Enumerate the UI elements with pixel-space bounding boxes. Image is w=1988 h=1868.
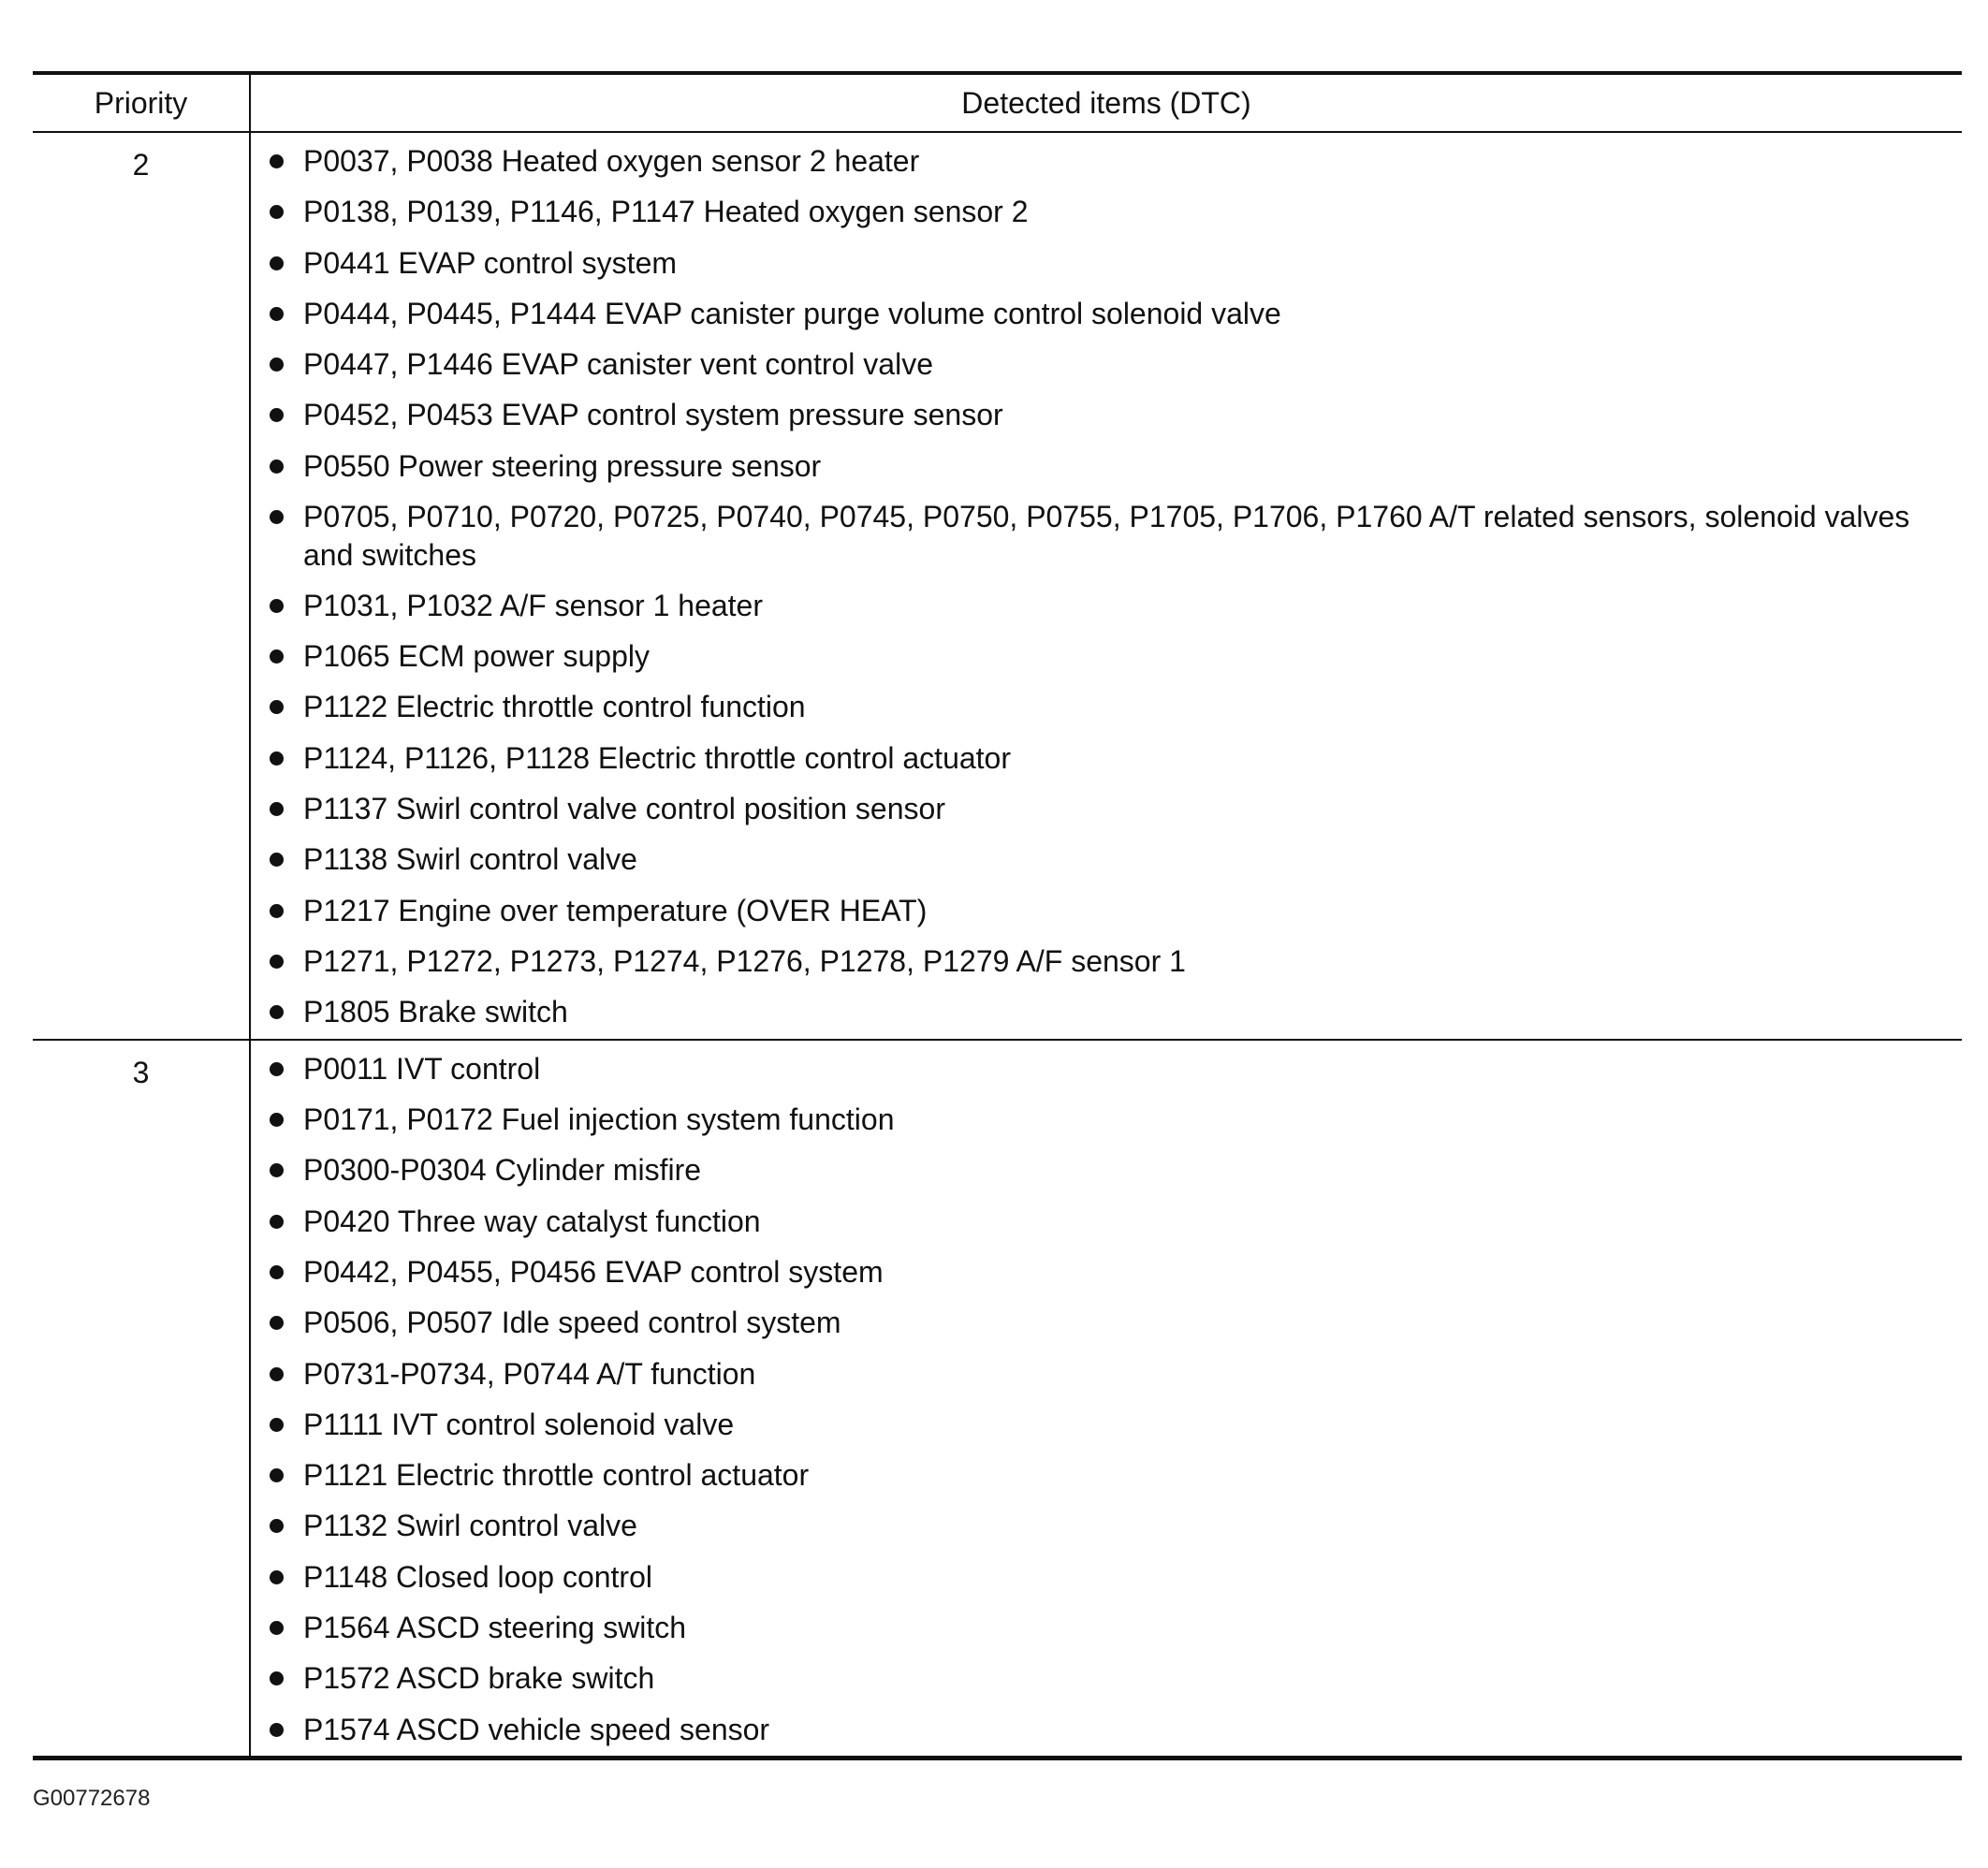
dtc-list-item bbox=[251, 1507, 1962, 1545]
dtc-list-item bbox=[251, 1456, 1962, 1495]
detected-items-column-header: Detected items (DTC) bbox=[250, 73, 1962, 132]
dtc-text: P1132 Swirl control valve bbox=[303, 1509, 637, 1543]
dtc-text: P0138, P0139, P1146, P1147 Heated oxygen sensor 2 bbox=[303, 195, 1029, 229]
bullet-icon bbox=[270, 1468, 284, 1482]
dtc-text: P0011 IVT control bbox=[303, 1051, 541, 1086]
bullet-icon bbox=[270, 955, 284, 969]
bullet-icon bbox=[270, 649, 284, 664]
dtc-list-item bbox=[251, 447, 1962, 486]
dtc-list-item bbox=[251, 739, 1962, 778]
dtc-text: P1271, P1272, P1273, P1274, P1276, P1278, P1279 A/F sensor 1 bbox=[303, 943, 1186, 978]
dtc-text: P1031, P1032 A/F sensor 1 heater bbox=[303, 588, 763, 622]
dtc-list bbox=[251, 1050, 1962, 1748]
dtc-text: P0441 EVAP control system bbox=[303, 245, 678, 280]
dtc-list-item bbox=[251, 396, 1962, 434]
dtc-list-item bbox=[251, 1659, 1962, 1698]
bullet-icon bbox=[270, 307, 284, 321]
dtc-list bbox=[251, 142, 1962, 1031]
bullet-icon bbox=[270, 1005, 284, 1019]
bullet-icon bbox=[270, 1570, 284, 1584]
priority-value: 2 bbox=[33, 132, 250, 1040]
dtc-text: P1564 ASCD steering switch bbox=[303, 1611, 687, 1645]
dtc-list-item bbox=[251, 1253, 1962, 1292]
bullet-icon bbox=[270, 1418, 284, 1432]
dtc-text: P0447, P1446 EVAP canister vent control valve bbox=[303, 347, 933, 382]
dtc-priority-table bbox=[33, 71, 1962, 1760]
dtc-text: P1111 IVT control solenoid valve bbox=[303, 1407, 735, 1441]
bullet-icon bbox=[270, 599, 284, 613]
dtc-text: P1138 Swirl control valve bbox=[303, 842, 637, 877]
bullet-icon bbox=[270, 205, 284, 219]
dtc-list-item bbox=[251, 193, 1962, 231]
dtc-list-item bbox=[251, 1151, 1962, 1189]
dtc-text: P0506, P0507 Idle speed control system bbox=[303, 1306, 841, 1340]
dtc-text: P0171, P0172 Fuel injection system function bbox=[303, 1102, 895, 1137]
dtc-list-item bbox=[251, 1304, 1962, 1342]
dtc-list-item bbox=[251, 993, 1962, 1031]
dtc-text: P0705, P0710, P0720, P0725, P0740, P0745, P0750, P0755, P1705, P1706, P1760 A/T related sensors, solenoid valves and switches bbox=[303, 500, 1910, 572]
dtc-text: P0550 Power steering pressure sensor bbox=[303, 448, 822, 483]
dtc-text: P1805 Brake switch bbox=[303, 995, 568, 1029]
dtc-text: P0444, P0445, P1444 EVAP canister purge volume control solenoid valve bbox=[303, 296, 1281, 330]
dtc-text: P1574 ASCD vehicle speed sensor bbox=[303, 1712, 770, 1746]
bullet-icon bbox=[270, 752, 284, 766]
bullet-icon bbox=[270, 1316, 284, 1330]
bullet-icon bbox=[270, 802, 284, 816]
bullet-icon bbox=[270, 510, 284, 524]
dtc-items-cell bbox=[250, 1040, 1962, 1759]
bullet-icon bbox=[270, 853, 284, 867]
dtc-text: P1572 ASCD brake switch bbox=[303, 1661, 655, 1696]
dtc-list-item bbox=[251, 1558, 1962, 1597]
bullet-icon bbox=[270, 1113, 284, 1127]
dtc-list-item bbox=[251, 840, 1962, 879]
dtc-list-item bbox=[251, 1203, 1962, 1241]
dtc-list-item bbox=[251, 142, 1962, 181]
dtc-items-cell bbox=[250, 132, 1962, 1040]
dtc-list-item bbox=[251, 1050, 1962, 1088]
dtc-list-item bbox=[251, 244, 1962, 283]
header-row bbox=[33, 73, 1962, 132]
dtc-list-item bbox=[251, 345, 1962, 384]
dtc-list-item bbox=[251, 498, 1962, 574]
bullet-icon bbox=[270, 904, 284, 918]
dtc-list-item bbox=[251, 1609, 1962, 1647]
dtc-list-item bbox=[251, 1355, 1962, 1394]
priority-group-row bbox=[33, 132, 1962, 1040]
priority-value: 3 bbox=[33, 1040, 250, 1759]
bullet-icon bbox=[270, 408, 284, 422]
dtc-text: P1124, P1126, P1128 Electric throttle control actuator bbox=[303, 740, 1011, 775]
dtc-text: P0037, P0038 Heated oxygen sensor 2 heater bbox=[303, 144, 920, 178]
dtc-list-item bbox=[251, 942, 1962, 981]
bullet-icon bbox=[270, 358, 284, 372]
dtc-text: P1217 Engine over temperature (OVER HEAT) bbox=[303, 893, 928, 927]
bullet-icon bbox=[270, 1265, 284, 1279]
dtc-text: P1148 Closed loop control bbox=[303, 1559, 652, 1594]
dtc-text: P1121 Electric throttle control actuator bbox=[303, 1458, 810, 1493]
bullet-icon bbox=[270, 154, 284, 168]
dtc-list-item bbox=[251, 1406, 1962, 1444]
bullet-icon bbox=[270, 1367, 284, 1381]
dtc-list-item bbox=[251, 1711, 1962, 1749]
dtc-list-item bbox=[251, 892, 1962, 930]
bullet-icon bbox=[270, 1723, 284, 1737]
dtc-text: P0420 Three way catalyst function bbox=[303, 1204, 761, 1238]
dtc-list-item bbox=[251, 688, 1962, 726]
bullet-icon bbox=[270, 1062, 284, 1076]
dtc-list-item bbox=[251, 295, 1962, 333]
figure-id: G00772678 bbox=[33, 1786, 151, 1811]
bullet-icon bbox=[270, 1621, 284, 1635]
dtc-list-item bbox=[251, 637, 1962, 676]
bullet-icon bbox=[270, 256, 284, 270]
bullet-icon bbox=[270, 1215, 284, 1229]
dtc-text: P0731-P0734, P0744 A/T function bbox=[303, 1356, 756, 1391]
dtc-text: P1122 Electric throttle control function bbox=[303, 690, 806, 724]
dtc-text: P0300-P0304 Cylinder misfire bbox=[303, 1153, 702, 1188]
dtc-text: P1137 Swirl control valve control position sensor bbox=[303, 792, 945, 826]
bullet-icon bbox=[270, 700, 284, 714]
priority-group-row bbox=[33, 1040, 1962, 1759]
dtc-list-item bbox=[251, 790, 1962, 828]
dtc-list-item bbox=[251, 1101, 1962, 1139]
bullet-icon bbox=[270, 1671, 284, 1686]
dtc-text: P0442, P0455, P0456 EVAP control system bbox=[303, 1254, 884, 1289]
bullet-icon bbox=[270, 460, 284, 474]
bullet-icon bbox=[270, 1519, 284, 1533]
bullet-icon bbox=[270, 1163, 284, 1177]
priority-column-header: Priority bbox=[33, 73, 250, 132]
dtc-text: P1065 ECM power supply bbox=[303, 639, 650, 674]
dtc-list-item bbox=[251, 587, 1962, 625]
dtc-text: P0452, P0453 EVAP control system pressure sensor bbox=[303, 398, 1003, 432]
